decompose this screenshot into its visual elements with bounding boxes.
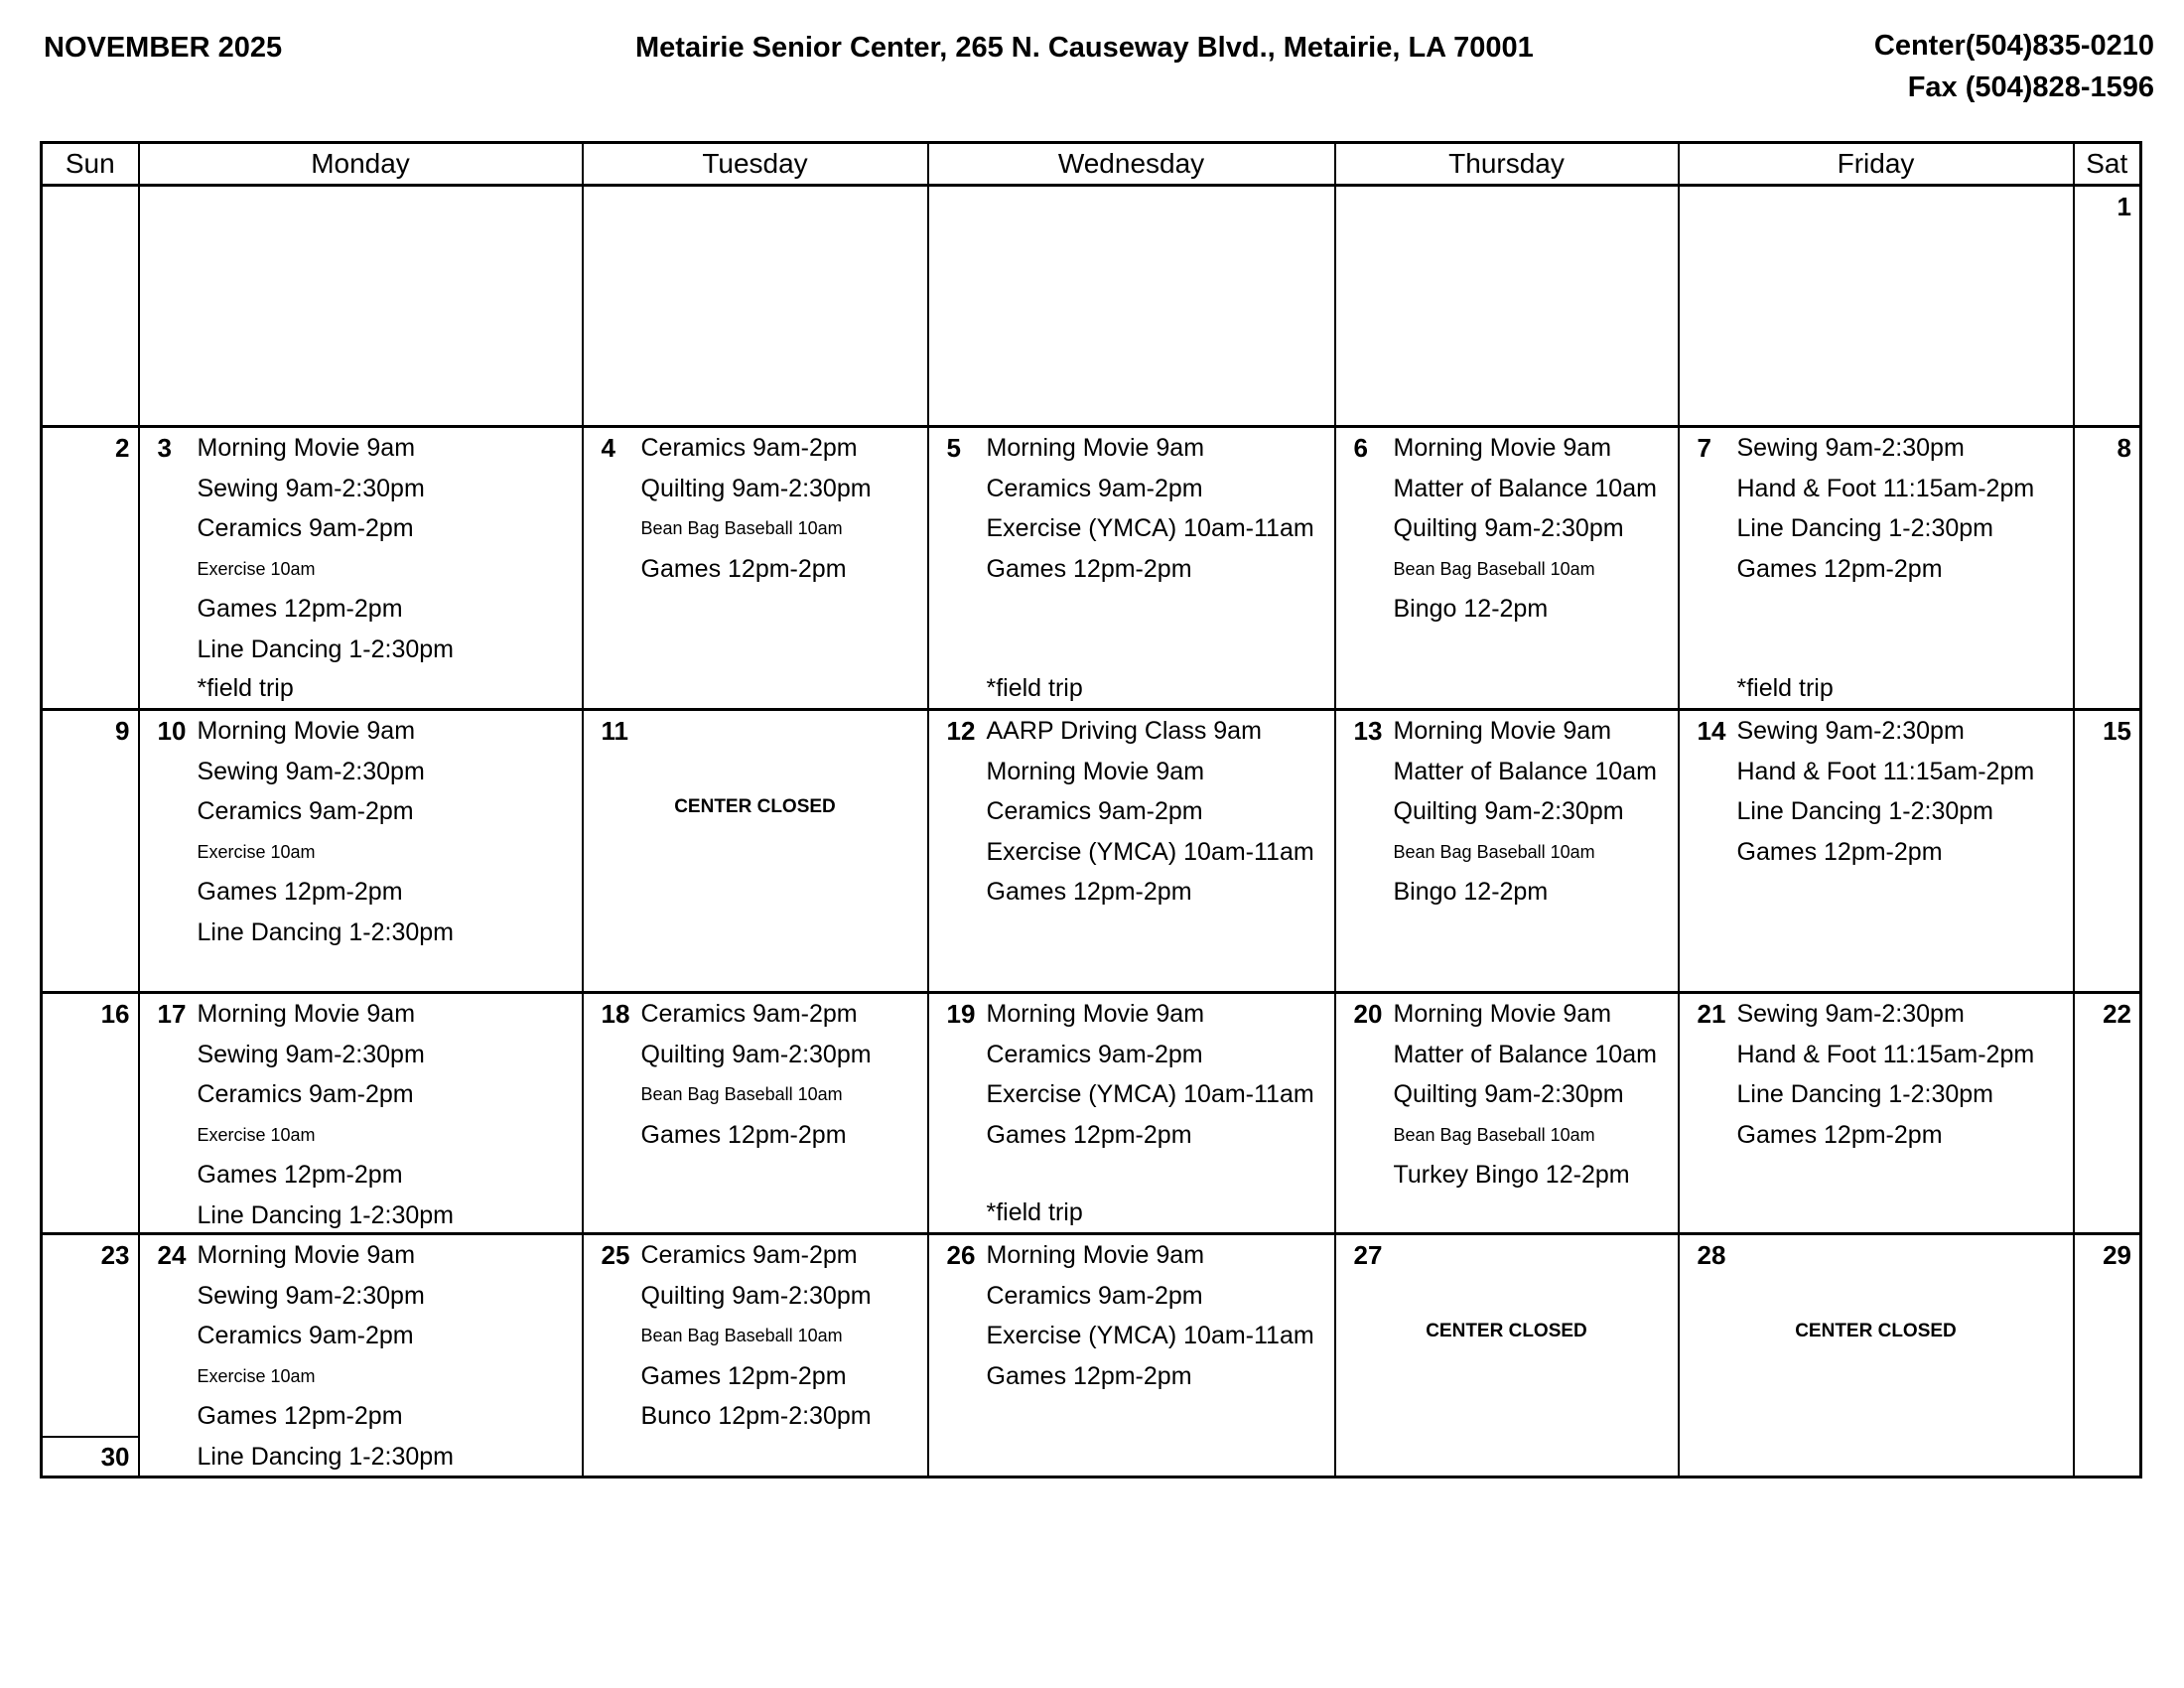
day-cell-thursday <box>1335 186 1679 427</box>
day-number: 7 <box>1697 433 1711 463</box>
day-number: 20 <box>1353 999 1383 1029</box>
day-cell-saturday <box>2074 993 2141 1234</box>
event-item: Quilting 9am-2:30pm <box>1393 514 1624 543</box>
day-number: 18 <box>601 999 630 1029</box>
day-cell-sunday <box>42 1234 139 1477</box>
event-item: Games 12pm-2pm <box>1736 554 1943 583</box>
day-cell-friday <box>1679 993 2074 1234</box>
day-number: 23 <box>100 1240 130 1270</box>
event-item: Morning Movie 9am <box>986 434 1205 462</box>
event-item: Games 12pm-2pm <box>986 1120 1192 1149</box>
event-list <box>987 1235 1332 1396</box>
event-item: Morning Movie 9am <box>197 1000 416 1028</box>
calendar-grid <box>40 141 2142 1478</box>
event-list <box>198 711 580 953</box>
day-number: 3 <box>157 433 172 463</box>
event-item: Games 12pm-2pm <box>640 1120 847 1149</box>
day-number: 11 <box>601 716 628 746</box>
event-item: Games 12pm-2pm <box>640 554 847 583</box>
calendar-week-row <box>42 993 2141 1234</box>
day-cell-sunday <box>42 186 139 427</box>
event-list <box>987 711 1332 913</box>
day-cell-thursday <box>1335 993 1679 1234</box>
event-item: Exercise (YMCA) 10am-11am <box>986 1322 1314 1350</box>
day-header-sun: Sun <box>42 143 139 186</box>
event-item: Games 12pm-2pm <box>197 878 403 907</box>
event-list <box>987 994 1332 1155</box>
event-item: Turkey Bingo 12-2pm <box>1393 1161 1630 1190</box>
event-item: Quilting 9am-2:30pm <box>1393 1080 1624 1109</box>
event-item: Morning Movie 9am <box>1393 434 1612 462</box>
weekday-header-row <box>42 143 2141 186</box>
event-item: Quilting 9am-2:30pm <box>640 1281 872 1310</box>
day-cell-saturday <box>2074 1234 2141 1477</box>
event-list <box>1737 711 2071 872</box>
day-cell-sunday <box>42 710 139 993</box>
day-number: 26 <box>946 1240 976 1270</box>
day-cell-tuesday <box>583 427 928 710</box>
day-cell-monday <box>139 1234 583 1477</box>
day-number: 19 <box>946 999 976 1029</box>
event-list <box>1737 428 2071 589</box>
calendar-week-row <box>42 710 2141 993</box>
day-header-monday: Monday <box>139 143 583 186</box>
day-cell-tuesday <box>583 710 928 993</box>
day-number: 17 <box>157 999 187 1029</box>
event-item: Ceramics 9am-2pm <box>197 514 414 543</box>
day-cell-saturday <box>2074 710 2141 993</box>
event-item: Sewing 9am-2:30pm <box>197 1040 425 1068</box>
event-item: Bean Bag Baseball 10am <box>1393 841 1595 862</box>
event-item: Ceramics 9am-2pm <box>986 1281 1203 1310</box>
event-item: Ceramics 9am-2pm <box>986 1040 1203 1068</box>
day-cell-friday <box>1679 186 2074 427</box>
day-cell-monday <box>139 186 583 427</box>
day-cell-monday <box>139 427 583 710</box>
day-number: 1 <box>2116 192 2131 221</box>
event-item: Games 12pm-2pm <box>197 1161 403 1190</box>
day-cell-thursday <box>1335 1234 1679 1477</box>
event-item: Bean Bag Baseball 10am <box>1393 1124 1595 1145</box>
calendar-month-title: NOVEMBER 2025 <box>44 32 283 64</box>
event-item: Exercise (YMCA) 10am-11am <box>986 837 1314 866</box>
event-item: Hand & Foot 11:15am-2pm <box>1736 757 2035 785</box>
day-cell-wednesday <box>928 993 1335 1234</box>
event-list <box>198 994 580 1236</box>
day-number: 5 <box>946 433 961 463</box>
event-item: Matter of Balance 10am <box>1393 1040 1657 1068</box>
day-cell-saturday <box>2074 427 2141 710</box>
event-item: Bean Bag Baseball 10am <box>640 518 843 539</box>
event-item: Sewing 9am-2:30pm <box>197 1281 425 1310</box>
event-item: Ceramics 9am-2pm <box>197 797 414 826</box>
event-item: Games 12pm-2pm <box>986 554 1192 583</box>
event-item: Bean Bag Baseball 10am <box>640 1326 843 1346</box>
event-item: Morning Movie 9am <box>986 1000 1205 1028</box>
event-item: Exercise 10am <box>197 1124 316 1145</box>
event-item: Exercise 10am <box>197 558 316 579</box>
event-item: Bingo 12-2pm <box>1393 878 1549 907</box>
day-number: 21 <box>1697 999 1726 1029</box>
event-item: Quilting 9am-2:30pm <box>1393 797 1624 826</box>
event-item: Matter of Balance 10am <box>1393 474 1657 502</box>
day-header-tuesday: Tuesday <box>583 143 928 186</box>
event-list <box>198 428 580 670</box>
day-cell-tuesday <box>583 993 928 1234</box>
day-cell-friday <box>1679 1234 2074 1477</box>
day-cell-sunday-extra <box>43 1436 138 1476</box>
event-list <box>1394 994 1676 1196</box>
event-item: Games 12pm-2pm <box>197 595 403 624</box>
day-number: 8 <box>2116 433 2131 463</box>
event-list <box>198 1235 580 1477</box>
calendar-week-row <box>42 427 2141 710</box>
center-phone: Center(504)835-0210 <box>1873 30 2154 62</box>
event-item: AARP Driving Class 9am <box>986 717 1262 745</box>
day-cell-friday <box>1679 427 2074 710</box>
event-item: Bunco 12pm-2:30pm <box>640 1402 872 1431</box>
event-item: Quilting 9am-2:30pm <box>640 474 872 502</box>
day-cell-monday <box>139 993 583 1234</box>
event-item: Ceramics 9am-2pm <box>197 1080 414 1109</box>
event-item: Morning Movie 9am <box>986 1241 1205 1269</box>
event-item: Line Dancing 1-2:30pm <box>197 634 454 663</box>
day-header-friday: Friday <box>1679 143 2074 186</box>
day-number: 16 <box>100 999 130 1029</box>
center-closed-label: CENTER CLOSED <box>674 796 836 817</box>
event-item: Ceramics 9am-2pm <box>640 1000 858 1028</box>
day-number: 4 <box>601 433 615 463</box>
event-list <box>641 994 925 1155</box>
event-item: Ceramics 9am-2pm <box>640 434 858 462</box>
day-cell-tuesday <box>583 1234 928 1477</box>
day-cell-monday <box>139 710 583 993</box>
event-item: Morning Movie 9am <box>1393 717 1612 745</box>
event-item: Morning Movie 9am <box>1393 1000 1612 1028</box>
event-item: Games 12pm-2pm <box>986 1361 1192 1390</box>
event-item: Line Dancing 1-2:30pm <box>1736 514 1993 543</box>
day-cell-sunday <box>42 427 139 710</box>
event-item: Games 12pm-2pm <box>986 878 1192 907</box>
event-item: Bingo 12-2pm <box>1393 595 1549 624</box>
day-number: 30 <box>100 1442 130 1472</box>
event-item: Games 12pm-2pm <box>197 1402 403 1431</box>
day-number: 25 <box>601 1240 630 1270</box>
event-item: Morning Movie 9am <box>197 1241 416 1269</box>
day-number: 29 <box>2103 1240 2131 1270</box>
event-item: Line Dancing 1-2:30pm <box>1736 1080 1993 1109</box>
center-fax: Fax (504)828-1596 <box>1907 71 2154 103</box>
day-number: 14 <box>1697 716 1726 746</box>
event-item: Games 12pm-2pm <box>640 1361 847 1390</box>
event-item: Line Dancing 1-2:30pm <box>197 1442 454 1471</box>
day-number: 22 <box>2103 999 2131 1029</box>
day-cell-wednesday <box>928 186 1335 427</box>
event-item: Hand & Foot 11:15am-2pm <box>1736 474 2035 502</box>
event-item: Ceramics 9am-2pm <box>640 1241 858 1269</box>
event-item: Ceramics 9am-2pm <box>986 797 1203 826</box>
event-list <box>987 428 1332 589</box>
field-trip-note: *field trip <box>986 1198 1083 1226</box>
event-item: Ceramics 9am-2pm <box>197 1322 414 1350</box>
day-header-wednesday: Wednesday <box>928 143 1335 186</box>
day-cell-thursday <box>1335 427 1679 710</box>
day-number: 10 <box>157 716 187 746</box>
event-item: Matter of Balance 10am <box>1393 757 1657 785</box>
event-item: Bean Bag Baseball 10am <box>640 1084 843 1105</box>
event-item: Sewing 9am-2:30pm <box>1736 1000 1965 1028</box>
event-item: Sewing 9am-2:30pm <box>197 757 425 785</box>
day-cell-wednesday <box>928 710 1335 993</box>
event-item: Morning Movie 9am <box>197 434 416 462</box>
day-number: 15 <box>2103 716 2131 746</box>
center-closed-label: CENTER CLOSED <box>1795 1321 1957 1341</box>
event-list <box>1394 428 1676 630</box>
field-trip-note: *field trip <box>1736 674 1834 702</box>
event-list <box>1394 711 1676 913</box>
event-item: Line Dancing 1-2:30pm <box>1736 797 1993 826</box>
event-item: Exercise 10am <box>197 841 316 862</box>
day-number: 9 <box>115 716 130 746</box>
day-number: 27 <box>1353 1240 1383 1270</box>
event-item: Sewing 9am-2:30pm <box>1736 717 1965 745</box>
day-header-sat: Sat <box>2074 143 2141 186</box>
event-item: Bean Bag Baseball 10am <box>1393 558 1595 579</box>
calendar-week-row <box>42 1234 2141 1477</box>
event-list <box>641 428 925 589</box>
day-number: 12 <box>946 716 976 746</box>
event-item: Morning Movie 9am <box>986 757 1205 785</box>
day-number: 24 <box>157 1240 187 1270</box>
field-trip-note: *field trip <box>986 674 1083 702</box>
event-item: Sewing 9am-2:30pm <box>197 474 425 502</box>
event-item: Exercise 10am <box>197 1365 316 1386</box>
event-item: Line Dancing 1-2:30pm <box>197 1200 454 1229</box>
event-item: Hand & Foot 11:15am-2pm <box>1736 1040 2035 1068</box>
day-cell-sunday <box>42 993 139 1234</box>
calendar-week-row <box>42 186 2141 427</box>
day-cell-friday <box>1679 710 2074 993</box>
day-cell-thursday <box>1335 710 1679 993</box>
event-item: Games 12pm-2pm <box>1736 837 1943 866</box>
center-closed-label: CENTER CLOSED <box>1426 1321 1587 1341</box>
day-number: 13 <box>1353 716 1383 746</box>
event-item: Exercise (YMCA) 10am-11am <box>986 514 1314 543</box>
event-item: Sewing 9am-2:30pm <box>1736 434 1965 462</box>
day-number: 28 <box>1697 1240 1726 1270</box>
event-item: Games 12pm-2pm <box>1736 1120 1943 1149</box>
day-cell-wednesday <box>928 427 1335 710</box>
day-cell-saturday <box>2074 186 2141 427</box>
event-list <box>641 1235 925 1437</box>
event-item: Ceramics 9am-2pm <box>986 474 1203 502</box>
day-cell-tuesday <box>583 186 928 427</box>
day-number: 2 <box>115 433 130 463</box>
center-address: Metairie Senior Center, 265 N. Causeway Blvd., Metairie, LA 70001 <box>635 32 1534 64</box>
day-number: 6 <box>1353 433 1368 463</box>
event-item: Morning Movie 9am <box>197 717 416 745</box>
day-header-thursday: Thursday <box>1335 143 1679 186</box>
event-item: Exercise (YMCA) 10am-11am <box>986 1080 1314 1109</box>
event-list <box>1737 994 2071 1155</box>
field-trip-note: *field trip <box>197 674 294 702</box>
day-cell-wednesday <box>928 1234 1335 1477</box>
event-item: Line Dancing 1-2:30pm <box>197 917 454 946</box>
event-item: Quilting 9am-2:30pm <box>640 1040 872 1068</box>
